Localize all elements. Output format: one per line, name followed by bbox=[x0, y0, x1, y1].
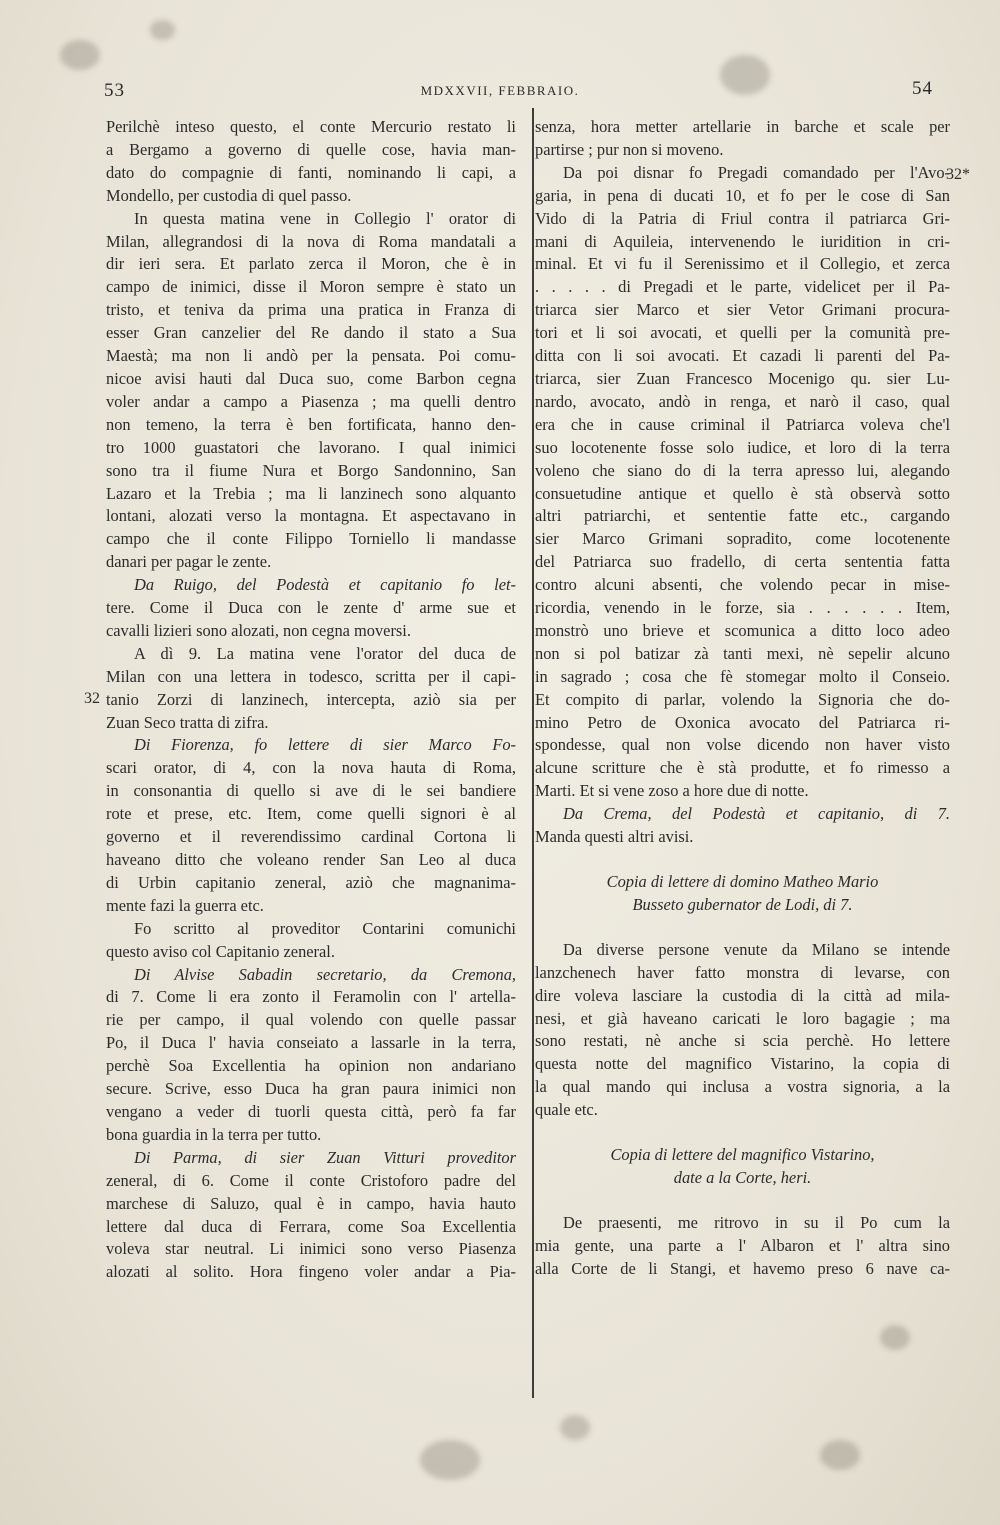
text-line: triarca, sier Zuan Francesco Mocenigo qu. sier Lu- bbox=[535, 368, 950, 388]
text-line: tanio Zorzi di lanzinech, intercepta, aziò sia per bbox=[106, 689, 516, 709]
text-line: rie per campo, il qual volendo con quelle passar bbox=[106, 1010, 516, 1030]
text-line: nicoe avisi hauti dal Duca suo, come Barbon cegna bbox=[106, 368, 516, 388]
text-line: sono restati, nè anche si scia perchè. Ho lettere bbox=[535, 1031, 950, 1051]
text-line: contro alcuni absenti, che volendo pecar in mise- bbox=[535, 575, 950, 595]
section-heading: date a la Corte, heri. bbox=[673, 1167, 812, 1187]
text-line: secure. Scrive, esso Duca ha gran paura inimici non bbox=[106, 1079, 516, 1099]
text-line: haveano ditto che voleano render San Leo al duca bbox=[106, 850, 516, 869]
text-line: partirse ; pur non si moveno. bbox=[535, 139, 724, 159]
text-line: mia gente, una parte a l' Albaron et l' altra sino bbox=[535, 1235, 950, 1255]
stain-mark bbox=[150, 20, 175, 40]
margin-number-right: 32* bbox=[946, 166, 970, 183]
text-line: zeneral, di 6. Come il conte Cristoforo padre del bbox=[106, 1170, 516, 1190]
text-line: questa notte del magnifico Vistarino, la copia di bbox=[535, 1054, 950, 1074]
text-line: Fo scritto al proveditor Contarini comunichi bbox=[134, 918, 516, 938]
text-line: Da Ruigo, del Podestà et capitanio fo let- bbox=[134, 575, 516, 595]
text-line: monstrò uno brieve et scomunica a ditto loco adeo bbox=[535, 620, 950, 640]
stain-mark bbox=[560, 1415, 590, 1440]
text-line: Di Parma, di sier Zuan Vitturi proveditor bbox=[134, 1147, 516, 1167]
text-line: tristo, et teniva da prima una pratica in Franza di bbox=[106, 300, 516, 320]
text-line: in sagrado ; cosa che fè stomegar molto il Conseio. bbox=[535, 666, 950, 686]
text-line: esser Gran canzelier del Re dando il stato a Sua bbox=[106, 323, 516, 343]
text-line: non temeno, la terra è ben fortificata, hanno den- bbox=[106, 414, 516, 434]
text-line: danari per pagar le zente. bbox=[106, 552, 272, 572]
text-line: voler andar a campo a Piasenza ; ma quelli dentro bbox=[106, 391, 516, 411]
text-line: alla Corte de li Stangi, et havemo preso 6 nave ca- bbox=[535, 1258, 950, 1278]
text-line: non si pol batizar zà tanti mexi, nè sepelir alcuno bbox=[535, 643, 950, 663]
text-line: senza, hora metter artellarie in barche et scale per bbox=[535, 117, 950, 136]
text-line: tro 1000 guastatori che lavorano. I qual inimici bbox=[106, 437, 516, 457]
text-line: mente fazi la guerra etc. bbox=[106, 895, 264, 915]
text-line: tori et li soi avocati, et quelli per la comunità pre- bbox=[535, 323, 950, 343]
text-line: Milan con una lettera in todesco, scritta per il capi- bbox=[106, 666, 516, 686]
text-line: di Urbin capitanio zeneral, aziò che magnanima- bbox=[106, 872, 516, 892]
text-line: Da diverse persone venute da Milano se intende bbox=[563, 939, 950, 959]
text-line: Maestà; ma non li andò per la pensata. Poi comu- bbox=[106, 346, 516, 366]
text-line: ricordia, venendo in le forze, sia . . . . . . Item, bbox=[535, 598, 950, 618]
text-line: voleva star neutral. Li inimici sono verso Piasenza bbox=[106, 1239, 516, 1259]
text-line: mani di Aquileia, intervenendo le iuridition in cri- bbox=[535, 231, 950, 251]
text-line: bona guardia in la terra per tutto. bbox=[106, 1124, 322, 1144]
text-line: Da poi disnar fo Pregadi comandado per l'Avo- bbox=[563, 162, 950, 182]
page-number-right: 54 bbox=[912, 78, 933, 99]
text-line: cavalli lizieri sono alozati, non cegna moversi. bbox=[106, 620, 411, 640]
text-line: Et compito di parlar, volendo la Signoria che do- bbox=[535, 689, 950, 709]
text-line: triarca sier Marco et sier Vetor Grimani procura- bbox=[535, 300, 950, 320]
section-heading: Copia di lettere di domino Matheo Mario bbox=[606, 872, 879, 891]
text-line: Di Fiorenza, fo lettere di sier Marco Fo- bbox=[134, 735, 516, 755]
stain-mark bbox=[420, 1440, 480, 1480]
text-line: ditta con li soi avocati. Et cazadi li parenti del Pa- bbox=[535, 346, 950, 366]
text-line: Lazaro et la Trebia ; ma li lanzinech sono alquanto bbox=[106, 483, 516, 503]
text-line: marchese di Saluzo, qual è in campo, havia hauto bbox=[106, 1193, 516, 1213]
text-line: di 7. Come li era zonto il Feramolin con l' artella- bbox=[106, 987, 516, 1007]
stain-mark bbox=[880, 1325, 910, 1350]
text-line: rote et prese, etc. Item, come quelli signori è al bbox=[106, 804, 516, 824]
text-line: lontani, alozati verso la montagna. Et aspectavano in bbox=[106, 506, 516, 526]
right-column bbox=[535, 116, 950, 1281]
text-line: nardo, avocato, andò in renga, et narò il caso, qual bbox=[535, 391, 950, 411]
text-line: altri patriarchi, et sententie fatte etc., cargando bbox=[535, 506, 950, 526]
text-line: governo et il reverendissimo cardinal Cortona li bbox=[106, 827, 516, 847]
text-line: lanzchenech haver fatto monstra di levarse, con bbox=[535, 962, 950, 982]
text-line: Di Alvise Sabadin secretario, da Cremona, bbox=[134, 964, 516, 984]
text-line: campo de inimici, disse il Moron sempre è stato un bbox=[106, 277, 516, 297]
text-line: quale etc. bbox=[535, 1100, 598, 1120]
text-line: Po, il Duca l' havia conseiato a lassarle in la terra, bbox=[106, 1033, 516, 1053]
text-line: alcune scritture che è stà produtte, et fo rimesso a bbox=[535, 758, 950, 778]
stain-mark bbox=[60, 40, 100, 70]
text-line: questo aviso col Capitanio zeneral. bbox=[106, 941, 335, 961]
text-line: consuetudine antique et quello è stà observà sotto bbox=[535, 483, 950, 503]
text-line: De praesenti, me ritrovo in su il Po cum la bbox=[563, 1212, 950, 1232]
text-line: spondesse, qual non volse dicendo non haver visto bbox=[535, 735, 950, 755]
page-number-left: 53 bbox=[104, 80, 125, 101]
text-line: suo locotenente fosse solo iudice, et loro di la terra bbox=[535, 437, 950, 457]
left-column bbox=[106, 116, 516, 1284]
text-line: vengano a veder di tuorli questa città, però fa far bbox=[106, 1101, 516, 1121]
text-line: lettere dal duca di Ferrara, come Soa Excellentia bbox=[106, 1216, 516, 1236]
text-line: sono tra il fiume Nura et Borgo Sandonnino, San bbox=[106, 460, 516, 480]
text-line: voleno che siano do di la terra apresso lui, alegando bbox=[535, 460, 950, 480]
text-line: in consonantia di quello si ave di le sei bandiere bbox=[106, 781, 516, 801]
text-line: la qual mando qui inclusa a vostra signoria, a la bbox=[535, 1077, 950, 1097]
text-line: mino Petro de Oxonica avocato del Patriarca ri- bbox=[535, 712, 950, 732]
text-line: Milan, allegrandosi di la nova di Roma mandatali a bbox=[106, 231, 516, 251]
text-line: dir ieri sera. Et parlato zerca il Moron, che è in bbox=[106, 254, 516, 274]
text-line: era che in cause criminal il Patriarca voleva che'l bbox=[535, 414, 950, 434]
text-line: . . . . . di Pregadi et le parte, videlicet per il Pa- bbox=[535, 277, 950, 297]
text-line: nesi, et già haveano caricati le loro bagagie ; ma bbox=[535, 1008, 950, 1028]
text-line: garia, in pena di ducati 10, et fo per le cose di San bbox=[535, 185, 950, 205]
text-line: perchè Soa Excellentia ha opinion non andariano bbox=[106, 1056, 516, 1076]
margin-number-left: 32 bbox=[84, 690, 100, 707]
text-line: Vido di la Patria di Friul contra il patriarca Gri- bbox=[535, 208, 950, 228]
text-line: Da Crema, del Podestà et capitanio, di 7. bbox=[563, 804, 950, 824]
text-line: minal. Et vi fu il Serenissimo et il Collegio, et zerca bbox=[535, 254, 950, 274]
text-line: Mondello, per custodia di quel passo. bbox=[106, 185, 352, 205]
text-line: tere. Come il Duca con le zente d' arme sue et bbox=[106, 598, 516, 618]
stain-mark bbox=[820, 1440, 860, 1470]
text-line: Marti. Et si vene zoso a hore due di notte. bbox=[535, 781, 809, 801]
page-header bbox=[0, 78, 1000, 108]
text-line: Zuan Seco tratta di zifra. bbox=[106, 712, 269, 732]
text-line: sier Marco Grimani sopradito, come locotenente bbox=[535, 529, 950, 549]
text-line: alozati al solito. Hora fingeno voler andar a Pia- bbox=[106, 1262, 516, 1282]
text-line: A dì 9. La matina vene l'orator del duca de bbox=[134, 643, 516, 663]
text-line: campo che il conte Filippo Torniello li mandasse bbox=[106, 529, 516, 549]
text-line: In questa matina vene in Collegio l' orator di bbox=[134, 208, 516, 228]
section-heading: Copia di lettere del magnifico Vistarino, bbox=[610, 1145, 875, 1165]
text-line: scari orator, di 4, con la nova hauta di Roma, bbox=[106, 758, 516, 778]
text-line: a Bergamo a governo di quelle cose, havia man- bbox=[106, 139, 516, 159]
text-line: Perilchè inteso questo, el conte Mercurio restato li bbox=[106, 117, 516, 136]
text-line: del Patriarca suo fradello, di certa sententia fatta bbox=[535, 552, 950, 572]
text-line: dato do compagnie di fanti, nominando li capi, a bbox=[106, 162, 516, 182]
section-heading: Busseto gubernator de Lodi, di 7. bbox=[632, 894, 853, 914]
column-divider bbox=[532, 108, 534, 1398]
text-line: dire voleva lasciare la custodia di la città ad mila- bbox=[535, 985, 950, 1005]
text-line: Manda questi altri avisi. bbox=[535, 827, 694, 847]
running-title: MDXXVII, FEBBRAIO. bbox=[420, 83, 580, 98]
